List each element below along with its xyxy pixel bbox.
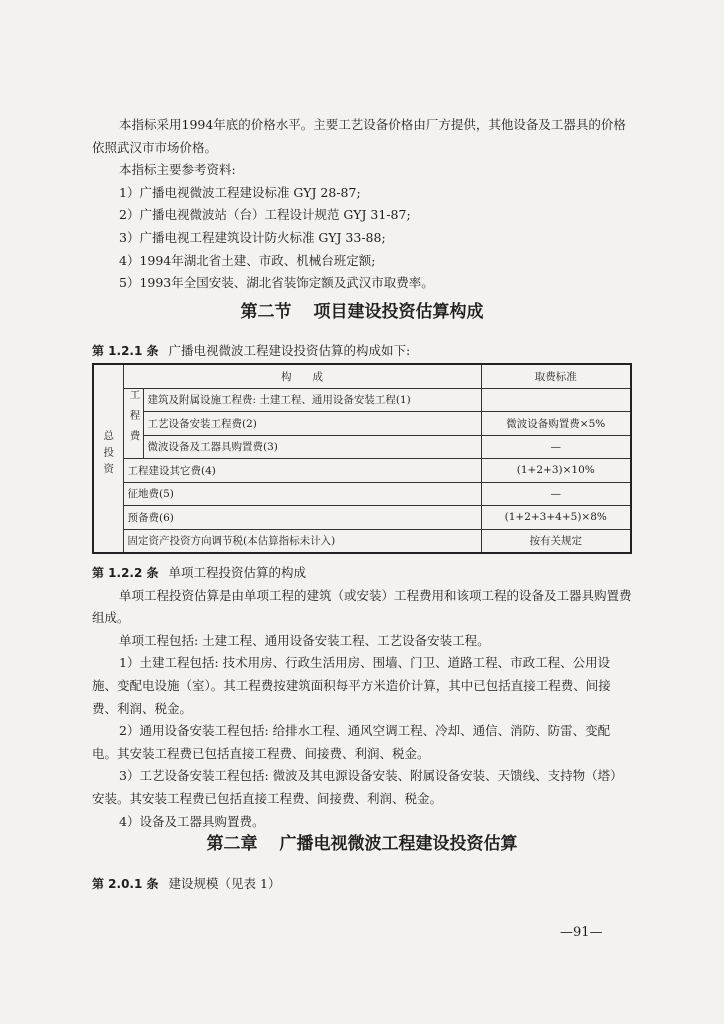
clause-paragraph: 4）设备及工器具购置费。 [119,813,265,829]
row-name: 征地费(5) [123,482,481,506]
clause-paragraph: 2）通用设备安装工程包括: 给排水工程、通风空调工程、冷却、通信、消防、防雷、变配电。其安装工程费已包括直接工程费、间接费、利润、税金。 [92,723,611,761]
row-name: 工程建设其它费(4) [123,459,481,483]
clause-paragraph: 单项工程投资估算是由单项工程的建筑（或安装）工程费用和该项工程的设备及工器具购置费组成。 [92,587,632,626]
row-fee: (1+2+3+4+5)×8% [481,506,631,530]
clause-title: 单项工程投资估算的构成 [168,565,307,580]
references-title: 本指标主要参考资料: [119,162,236,178]
row-fee: 微波设备购置费×5% [481,412,631,436]
table-row [93,506,631,530]
table-row [93,482,631,506]
intro-paragraph: 本指标采用1994年底的价格水平。主要工艺设备价格由厂方提供，其他设备及工器具的价格依照武汉市市场价格。 [92,117,626,155]
chapter-title: 广播电视微波工程建设投资估算 [279,834,518,854]
clause-paragraph: 1）土建工程包括: 技术用房、行政生活用房、围墙、门卫、道路工程、市政工程、公用设施、变配电设施（室）。其工程费按建筑面积每平方米造价计算，其中已包括直接工程费、间接费、利润、税金。 [92,655,611,716]
table-row [93,412,631,436]
table-header-row [93,364,631,388]
clause-1-2-1 [92,341,652,361]
row-name: 预备费(6) [123,506,481,530]
intro-block [92,114,632,295]
header-fee-standard: 取费标准 [481,364,631,388]
table-row [93,435,631,459]
reference-item: 5）1993年全国安装、湖北省装饰定额及武汉市取费率。 [119,275,434,291]
row-name: 工艺设备安装工程费(2) [143,412,481,436]
clause-paragraph: 3）工艺设备安装工程包括: 微波及其电源设备安装、附属设备安装、天馈线、支持物（塔）安装。其安装工程费已包括直接工程费、间接费、利润、税金。 [92,768,623,806]
row-fee: 按有关规定 [481,529,631,553]
table-row [93,529,631,553]
chapter-number: 第二章 [206,834,258,854]
row-name: 微波设备及工器具购置费(3) [143,435,481,459]
row-fee [481,388,631,412]
section-title: 项目建设投资估算构成 [313,302,484,322]
row-fee: (1+2+3)×10% [481,459,631,483]
reference-item: 4）1994年湖北省土建、市政、机械台班定额; [119,252,376,268]
table-row [93,388,631,412]
row-name: 建筑及附属设施工程费: 土建工程、通用设备安装工程(1) [143,388,481,412]
row-fee: — [481,435,631,459]
clause-number: 第 1.2.2 条 [92,566,159,580]
engineering-fee-label: 工程费 [123,388,143,459]
clause-1-2-2 [92,562,632,833]
clause-text: 广播电视微波工程建设投资估算的构成如下: [168,343,411,358]
investment-composition-table [92,363,632,554]
header-structure: 构 成 [123,364,481,388]
total-investment-label: 总投资 [93,364,123,553]
section-number: 第二节 [240,302,292,322]
reference-item: 3）广播电视工程建筑设计防火标准 GYJ 33-88; [119,229,386,245]
page-number: —91— [560,925,603,940]
clause-text: 建设规模（见表 1） [168,876,281,891]
table-row [93,459,631,483]
clause-2-0-1 [92,874,652,894]
reference-item: 1）广播电视微波工程建设标准 GYJ 28-87; [119,184,361,200]
clause-number: 第 1.2.1 条 [92,344,159,358]
chapter-heading [0,829,724,854]
row-fee: — [481,482,631,506]
clause-number: 第 2.0.1 条 [92,877,159,891]
reference-item: 2）广播电视微波站（台）工程设计规范 GYJ 31-87; [119,207,411,223]
section-heading [0,297,724,322]
clause-paragraph: 单项工程包括: 土建工程、通用设备安装工程、工艺设备安装工程。 [119,632,490,648]
clause-heading [92,562,632,585]
row-name: 固定资产投资方向调节税(本估算指标未计入) [123,529,481,553]
